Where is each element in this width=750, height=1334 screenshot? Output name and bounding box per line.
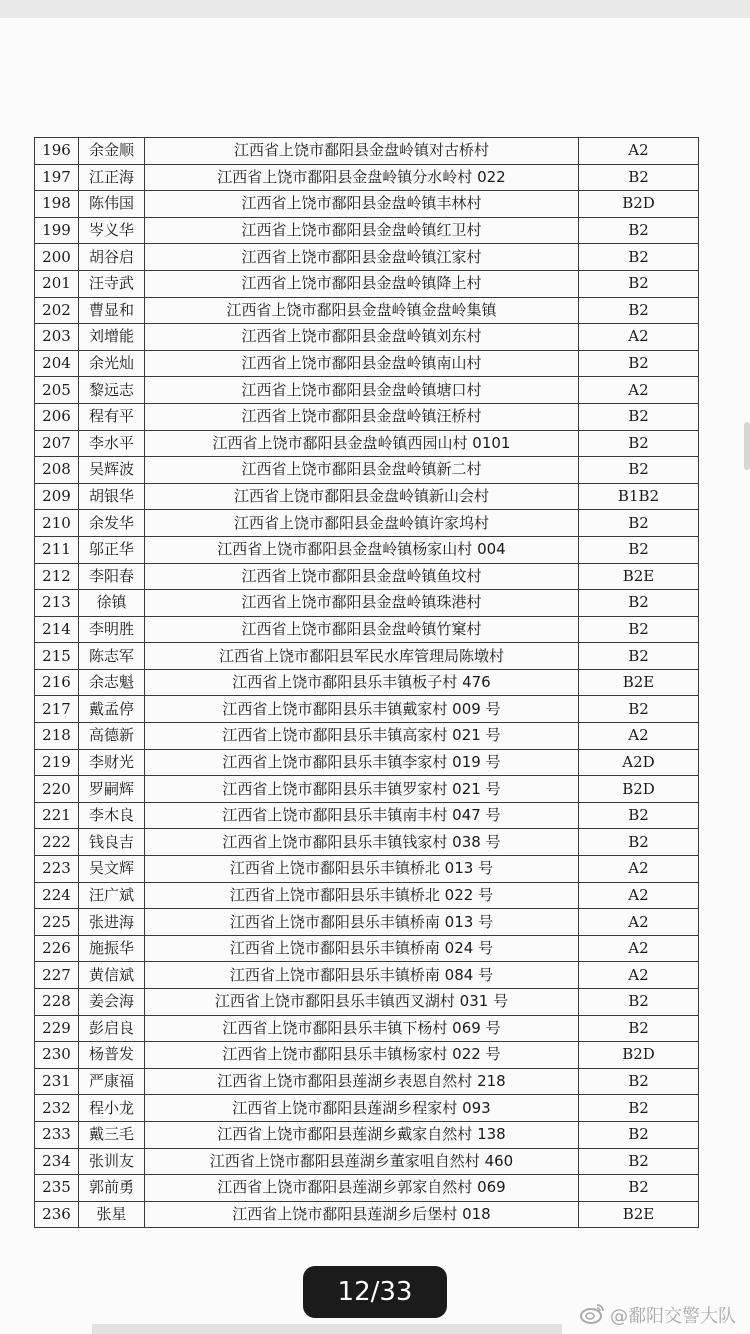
watermark-text: @鄱阳交警大队 [610,1306,736,1327]
row-number-cell: 234 [35,1148,79,1175]
row-number-cell: 225 [35,909,79,936]
table-row [35,643,699,670]
row-number-cell: 198 [35,191,79,218]
row-number-cell: 199 [35,217,79,244]
row-number-cell: 215 [35,643,79,670]
row-number-cell: 200 [35,244,79,271]
top-bar [0,0,750,18]
license-class-cell: A2 [579,324,699,351]
row-number-cell: 217 [35,696,79,723]
row-number-cell: 201 [35,270,79,297]
address-cell: 江西省上饶市鄱阳县乐丰镇桥南 084 号 [145,962,579,989]
address-cell: 江西省上饶市鄱阳县金盘岭镇分水岭村 022 [145,164,579,191]
person-name-cell: 彭启良 [79,1015,145,1042]
table-row [35,989,699,1016]
license-class-cell: B2 [579,1068,699,1095]
address-cell: 江西省上饶市鄱阳县乐丰镇罗家村 021 号 [145,776,579,803]
person-name-cell: 李明胜 [79,616,145,643]
license-class-cell: B2 [579,1095,699,1122]
address-cell: 江西省上饶市鄱阳县莲湖乡表恩自然村 218 [145,1068,579,1095]
person-name-cell: 余志魁 [79,669,145,696]
address-cell: 江西省上饶市鄱阳县莲湖乡程家村 093 [145,1095,579,1122]
license-class-cell: B2 [579,1015,699,1042]
person-name-cell: 程有平 [79,403,145,430]
license-class-cell: B2 [579,350,699,377]
person-name-cell: 张进海 [79,909,145,936]
license-class-cell: B2 [579,536,699,563]
address-cell: 江西省上饶市鄱阳县金盘岭镇新二村 [145,457,579,484]
row-number-cell: 196 [35,138,79,165]
table-row [35,962,699,989]
table-row [35,749,699,776]
license-class-cell: B2 [579,696,699,723]
person-name-cell: 陈伟国 [79,191,145,218]
license-class-cell: A2 [579,909,699,936]
person-name-cell: 吴辉波 [79,457,145,484]
license-class-cell: B2 [579,164,699,191]
page-indicator-label: 12/33 [337,1277,413,1307]
person-name-cell: 戴孟停 [79,696,145,723]
person-name-cell: 吴文辉 [79,856,145,883]
table-row [35,430,699,457]
address-cell: 江西省上饶市鄱阳县乐丰镇西叉湖村 031 号 [145,989,579,1016]
row-number-cell: 219 [35,749,79,776]
person-name-cell: 余金顺 [79,138,145,165]
person-name-cell: 李财光 [79,749,145,776]
person-name-cell: 余光灿 [79,350,145,377]
address-cell: 江西省上饶市鄱阳县乐丰镇下杨村 069 号 [145,1015,579,1042]
license-class-cell: B1B2 [579,483,699,510]
address-cell: 江西省上饶市鄱阳县金盘岭镇刘东村 [145,324,579,351]
address-cell: 江西省上饶市鄱阳县乐丰镇桥南 013 号 [145,909,579,936]
person-name-cell: 张训友 [79,1148,145,1175]
person-name-cell: 刘增能 [79,324,145,351]
license-class-cell: B2 [579,244,699,271]
row-number-cell: 224 [35,882,79,909]
address-cell: 江西省上饶市鄱阳县金盘岭镇杨家山村 004 [145,536,579,563]
address-cell: 江西省上饶市鄱阳县金盘岭镇竹窠村 [145,616,579,643]
address-cell: 江西省上饶市鄱阳县乐丰镇钱家村 038 号 [145,829,579,856]
row-number-cell: 206 [35,403,79,430]
address-cell: 江西省上饶市鄱阳县金盘岭镇许家坞村 [145,510,579,537]
person-name-cell: 高德新 [79,723,145,750]
table-row [35,563,699,590]
license-class-cell: B2 [579,829,699,856]
table-row [35,802,699,829]
table-row [35,1042,699,1069]
license-class-cell: B2 [579,802,699,829]
address-cell: 江西省上饶市鄱阳县乐丰镇杨家村 022 号 [145,1042,579,1069]
row-number-cell: 236 [35,1201,79,1228]
person-name-cell: 陈志军 [79,643,145,670]
row-number-cell: 223 [35,856,79,883]
table-row [35,1015,699,1042]
address-cell: 江西省上饶市鄱阳县金盘岭镇对古桥村 [145,138,579,165]
person-name-cell: 汪寺武 [79,270,145,297]
license-class-cell: B2D [579,1042,699,1069]
table-row [35,696,699,723]
license-class-cell: A2 [579,856,699,883]
license-class-cell: B2 [579,1148,699,1175]
license-class-cell: A2D [579,749,699,776]
license-class-cell: B2 [579,1121,699,1148]
records-table-body [35,138,699,1228]
records-table [34,137,699,1228]
table-row [35,483,699,510]
address-cell: 江西省上饶市鄱阳县金盘岭镇塘口村 [145,377,579,404]
person-name-cell: 郭前勇 [79,1175,145,1202]
person-name-cell: 张星 [79,1201,145,1228]
row-number-cell: 208 [35,457,79,484]
page-indicator[interactable] [303,1266,447,1318]
row-number-cell: 210 [35,510,79,537]
license-class-cell: B2 [579,457,699,484]
row-number-cell: 213 [35,590,79,617]
license-class-cell: B2 [579,403,699,430]
table-row [35,164,699,191]
license-class-cell: B2 [579,989,699,1016]
person-name-cell: 曹显和 [79,297,145,324]
row-number-cell: 232 [35,1095,79,1122]
person-name-cell: 钱良吉 [79,829,145,856]
license-class-cell: B2E [579,669,699,696]
person-name-cell: 黎远志 [79,377,145,404]
person-name-cell: 邬正华 [79,536,145,563]
person-name-cell: 胡谷启 [79,244,145,271]
table-row [35,457,699,484]
row-number-cell: 216 [35,669,79,696]
license-class-cell: B2D [579,191,699,218]
license-class-cell: A2 [579,962,699,989]
license-class-cell: A2 [579,723,699,750]
row-number-cell: 203 [35,324,79,351]
license-class-cell: A2 [579,882,699,909]
table-row [35,217,699,244]
address-cell: 江西省上饶市鄱阳县乐丰镇高家村 021 号 [145,723,579,750]
row-number-cell: 211 [35,536,79,563]
table-row [35,138,699,165]
person-name-cell: 杨普发 [79,1042,145,1069]
license-class-cell: B2 [579,270,699,297]
row-number-cell: 220 [35,776,79,803]
address-cell: 江西省上饶市鄱阳县乐丰镇桥南 024 号 [145,935,579,962]
license-class-cell: B2 [579,430,699,457]
table-row [35,909,699,936]
table-row [35,616,699,643]
address-cell: 江西省上饶市鄱阳县莲湖乡郭家自然村 069 [145,1175,579,1202]
license-class-cell: B2D [579,776,699,803]
scroll-indicator[interactable] [744,422,750,470]
table-row [35,536,699,563]
address-cell: 江西省上饶市鄱阳县金盘岭镇西园山村 0101 [145,430,579,457]
row-number-cell: 221 [35,802,79,829]
person-name-cell: 余发华 [79,510,145,537]
row-number-cell: 230 [35,1042,79,1069]
address-cell: 江西省上饶市鄱阳县莲湖乡后堡村 018 [145,1201,579,1228]
row-number-cell: 222 [35,829,79,856]
row-number-cell: 229 [35,1015,79,1042]
row-number-cell: 202 [35,297,79,324]
table-row [35,191,699,218]
address-cell: 江西省上饶市鄱阳县金盘岭镇降上村 [145,270,579,297]
address-cell: 江西省上饶市鄱阳县莲湖乡董家咀自然村 460 [145,1148,579,1175]
address-cell: 江西省上饶市鄱阳县乐丰镇戴家村 009 号 [145,696,579,723]
address-cell: 江西省上饶市鄱阳县金盘岭镇鱼坟村 [145,563,579,590]
table-row [35,882,699,909]
address-cell: 江西省上饶市鄱阳县乐丰镇板子村 476 [145,669,579,696]
row-number-cell: 218 [35,723,79,750]
person-name-cell: 施振华 [79,935,145,962]
address-cell: 江西省上饶市鄱阳县乐丰镇桥北 013 号 [145,856,579,883]
address-cell: 江西省上饶市鄱阳县乐丰镇南丰村 047 号 [145,802,579,829]
address-cell: 江西省上饶市鄱阳县乐丰镇李家村 019 号 [145,749,579,776]
table-row [35,1148,699,1175]
person-name-cell: 姜会海 [79,989,145,1016]
table-row [35,350,699,377]
person-name-cell: 戴三毛 [79,1121,145,1148]
row-number-cell: 205 [35,377,79,404]
license-class-cell: A2 [579,377,699,404]
person-name-cell: 徐镇 [79,590,145,617]
bottom-strip [92,1324,562,1334]
address-cell: 江西省上饶市鄱阳县金盘岭镇江家村 [145,244,579,271]
table-row [35,776,699,803]
table-row [35,829,699,856]
person-name-cell: 江正海 [79,164,145,191]
table-row [35,723,699,750]
table-row [35,403,699,430]
weibo-icon [580,1302,606,1329]
row-number-cell: 231 [35,1068,79,1095]
license-class-cell: B2 [579,616,699,643]
row-number-cell: 212 [35,563,79,590]
license-class-cell: B2 [579,217,699,244]
address-cell: 江西省上饶市鄱阳县金盘岭镇金盘岭集镇 [145,297,579,324]
person-name-cell: 李木良 [79,802,145,829]
person-name-cell: 程小龙 [79,1095,145,1122]
license-class-cell: B2 [579,510,699,537]
table-row [35,1121,699,1148]
address-cell: 江西省上饶市鄱阳县金盘岭镇南山村 [145,350,579,377]
license-class-cell: B2 [579,297,699,324]
license-class-cell: A2 [579,138,699,165]
person-name-cell: 汪广斌 [79,882,145,909]
address-cell: 江西省上饶市鄱阳县乐丰镇桥北 022 号 [145,882,579,909]
address-cell: 江西省上饶市鄱阳县金盘岭镇汪桥村 [145,403,579,430]
row-number-cell: 204 [35,350,79,377]
license-class-cell: B2E [579,563,699,590]
person-name-cell: 胡银华 [79,483,145,510]
table-row [35,270,699,297]
row-number-cell: 214 [35,616,79,643]
address-cell: 江西省上饶市鄱阳县金盘岭镇红卫村 [145,217,579,244]
license-class-cell: B2 [579,1175,699,1202]
license-class-cell: B2 [579,643,699,670]
watermark [580,1300,750,1330]
person-name-cell: 严康福 [79,1068,145,1095]
address-cell: 江西省上饶市鄱阳县金盘岭镇珠港村 [145,590,579,617]
table-row [35,244,699,271]
row-number-cell: 233 [35,1121,79,1148]
address-cell: 江西省上饶市鄱阳县金盘岭镇新山会村 [145,483,579,510]
person-name-cell: 岑义华 [79,217,145,244]
row-number-cell: 197 [35,164,79,191]
row-number-cell: 228 [35,989,79,1016]
address-cell: 江西省上饶市鄱阳县军民水库管理局陈墩村 [145,643,579,670]
table-row [35,1068,699,1095]
row-number-cell: 227 [35,962,79,989]
table-row [35,590,699,617]
person-name-cell: 李阳春 [79,563,145,590]
person-name-cell: 罗嗣辉 [79,776,145,803]
table-row [35,324,699,351]
row-number-cell: 207 [35,430,79,457]
table-row [35,935,699,962]
row-number-cell: 235 [35,1175,79,1202]
license-class-cell: B2E [579,1201,699,1228]
license-class-cell: A2 [579,935,699,962]
license-class-cell: B2 [579,590,699,617]
table-row [35,856,699,883]
row-number-cell: 209 [35,483,79,510]
table-row [35,1175,699,1202]
table-row [35,510,699,537]
table-row [35,669,699,696]
person-name-cell: 李水平 [79,430,145,457]
row-number-cell: 226 [35,935,79,962]
table-row [35,297,699,324]
table-row [35,1095,699,1122]
address-cell: 江西省上饶市鄱阳县金盘岭镇丰林村 [145,191,579,218]
table-row [35,377,699,404]
table-row [35,1201,699,1228]
person-name-cell: 黄信斌 [79,962,145,989]
address-cell: 江西省上饶市鄱阳县莲湖乡戴家自然村 138 [145,1121,579,1148]
